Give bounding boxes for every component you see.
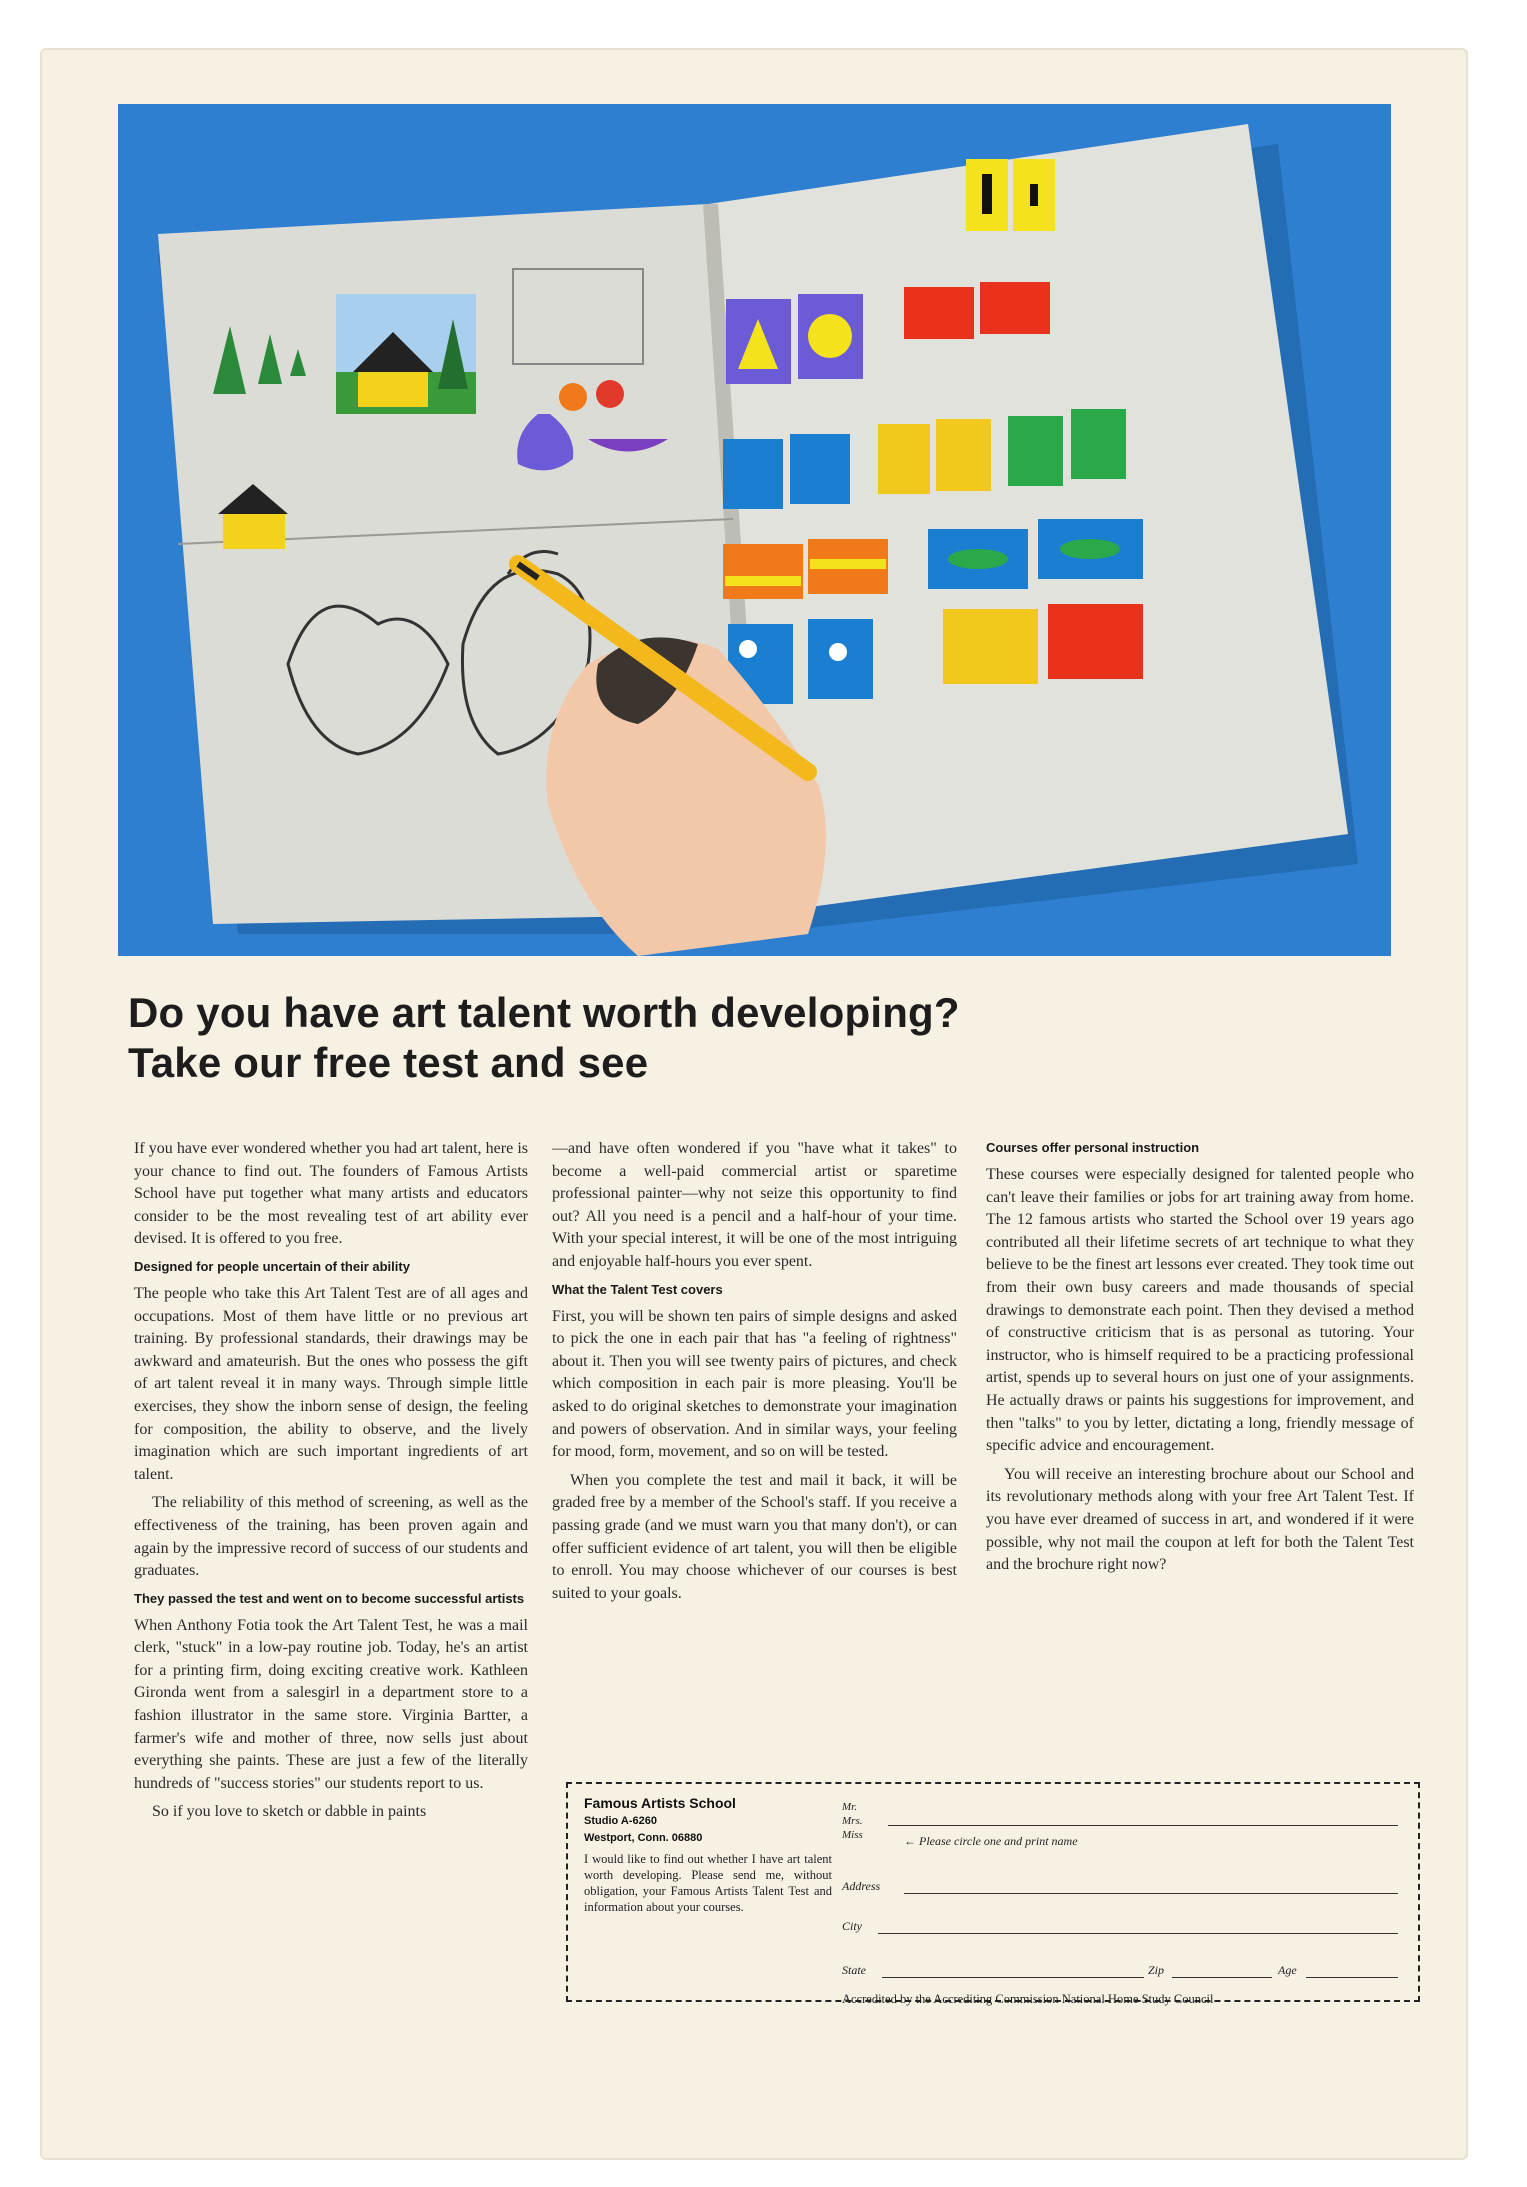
title-miss[interactable]: Miss xyxy=(842,1829,863,1841)
city-label: City xyxy=(842,1919,862,1933)
subheading: What the Talent Test covers xyxy=(552,1281,723,1297)
headline-line-1: Do you have art talent worth developing? xyxy=(128,989,960,1036)
paragraph: First, you will be shown ten pairs of simple designs and asked to pick the one in each pair that has "a feeling of rightness" about it. Then you will see twenty pairs of pictures, and check which composition in each pair is more pleasing. You'll be asked to do original sketches to demonstrate your imagination and powers of observation. And in similar ways, your feeling for mood, form, movement, and so on will be tested. xyxy=(552,1307,957,1461)
paragraph: —and have often wondered if you "have what it takes" to become a well-paid commercial artist or sparetime professional painter—why not seize this opportunity to find out? All you need is a pencil and a half-hour of your time. With your special interest, it will be one of the most intriguing and enjoyable half-hours you ever spent. xyxy=(552,1140,957,1270)
address-label: Address xyxy=(842,1879,881,1893)
subheading: Designed for people uncertain of their ability xyxy=(134,1258,410,1274)
studio-code: Studio A-6260 xyxy=(584,1815,657,1827)
age-field[interactable] xyxy=(1306,1977,1398,1978)
paragraph: The reliability of this method of screening, as well as the effectiveness of the training, has been proven again and again by the impressive record of success of our students and graduates. xyxy=(134,1494,528,1580)
title-mr[interactable]: Mr. xyxy=(842,1801,857,1813)
headline xyxy=(128,988,960,1088)
address-field[interactable] xyxy=(904,1893,1398,1894)
headline-line-2: Take our free test and see xyxy=(128,1039,649,1086)
city-field[interactable] xyxy=(878,1933,1398,1934)
title-mrs[interactable]: Mrs. xyxy=(842,1815,863,1827)
name-hint: ← Please circle one and print name xyxy=(904,1834,1078,1848)
zip-label: Zip xyxy=(1148,1963,1165,1977)
talent-test-illustration xyxy=(118,104,1391,956)
state-field[interactable] xyxy=(882,1977,1144,1978)
body-column-3 xyxy=(986,1140,1414,1583)
zip-field[interactable] xyxy=(1172,1977,1272,1978)
school-city: Westport, Conn. 06880 xyxy=(584,1832,703,1844)
paragraph: When you complete the test and mail it back, it will be graded free by a member of the School's staff. If you receive a passing grade (and we must warn you that many don't), or can offer sufficient evidence of art talent, you will then be eligible to enroll. You may choose whichever of our courses is best suited to your goals. xyxy=(552,1471,957,1602)
mail-coupon[interactable] xyxy=(566,1782,1420,2006)
coupon-request-text: I would like to find out whether I have art talent worth developing. Please send me, without obligation, your Famous Artists Talent Test and information about your courses. xyxy=(584,1852,832,1914)
age-label: Age xyxy=(1278,1963,1297,1977)
paragraph: These courses were especially designed for talented people who can't leave their families or jobs for art training away from home. The 12 famous artists who started the School over 19 years ago contributed all their lifetime secrets of art technique to what they believe to be the finest art lessons ever created. They took time out from their own busy careers and made thousands of special drawings to demonstrate each point. Then they devised a method of constructive criticism that is as personal as tutoring. Your instructor, who is himself required to be a practicing professional artist, spends up to several hours on just one of your assignments. He actually draws or paints his suggestions for improvement, and then "talks" to you by letter, dictating a long, friendly message of specific advice and encouragement. xyxy=(986,1166,1414,1455)
paragraph: The people who take this Art Talent Test are of all ages and occupations. Most of them have little or no previous art training. By professional standards, their drawings may be awkward and amateurish. But the ones who possess the gift of art talent reveal it in many ways. Through simple little exercises, they show the inborn sense of design, the feeling for composition, the ability to observe, and the lively imagination which are such important ingredients of art talent. xyxy=(134,1284,528,1483)
body-column-2 xyxy=(552,1138,957,1611)
subheading: They passed the test and went on to become successful artists xyxy=(134,1590,525,1606)
state-label: State xyxy=(842,1963,866,1977)
paragraph: You will receive an interesting brochure about our School and its revolutionary methods along with your free Art Talent Test. If you have ever dreamed of success in art, and wondered if it were possible, why not mail the coupon at left for both the Talent Test and the brochure right now? xyxy=(986,1465,1414,1574)
subheading: Courses offer personal instruction xyxy=(986,1140,1200,1155)
body-column-1 xyxy=(134,1138,528,1830)
paragraph: When Anthony Fotia took the Art Talent Test, he was a mail clerk, "stuck" in a low-pay routine job. Today, he's an artist for a printing firm, doing exciting creative work. Kathleen Gironda went from a salesgirl in a department store to a fashion illustrator in the same store. Virginia Bartter, a farmer's wife and mother of three, now sells just about everything she paints. These are just a few of the literally hundreds of "success stories" our students report to us. xyxy=(134,1616,528,1792)
coupon-address-block xyxy=(584,1794,832,1915)
name-field[interactable] xyxy=(888,1825,1398,1826)
paragraph: If you have ever wondered whether you had art talent, here is your chance to find out. The founders of Famous Artists School have put together what many artists and educators consider to be the most revealing test of art ability ever devised. It is offered to you free. xyxy=(134,1140,528,1248)
paragraph: So if you love to sketch or dabble in paints xyxy=(152,1803,427,1821)
school-name: Famous Artists School xyxy=(584,1795,736,1811)
accreditation-note: Accredited by the Accrediting Commission National Home Study Council xyxy=(842,1992,1214,2006)
